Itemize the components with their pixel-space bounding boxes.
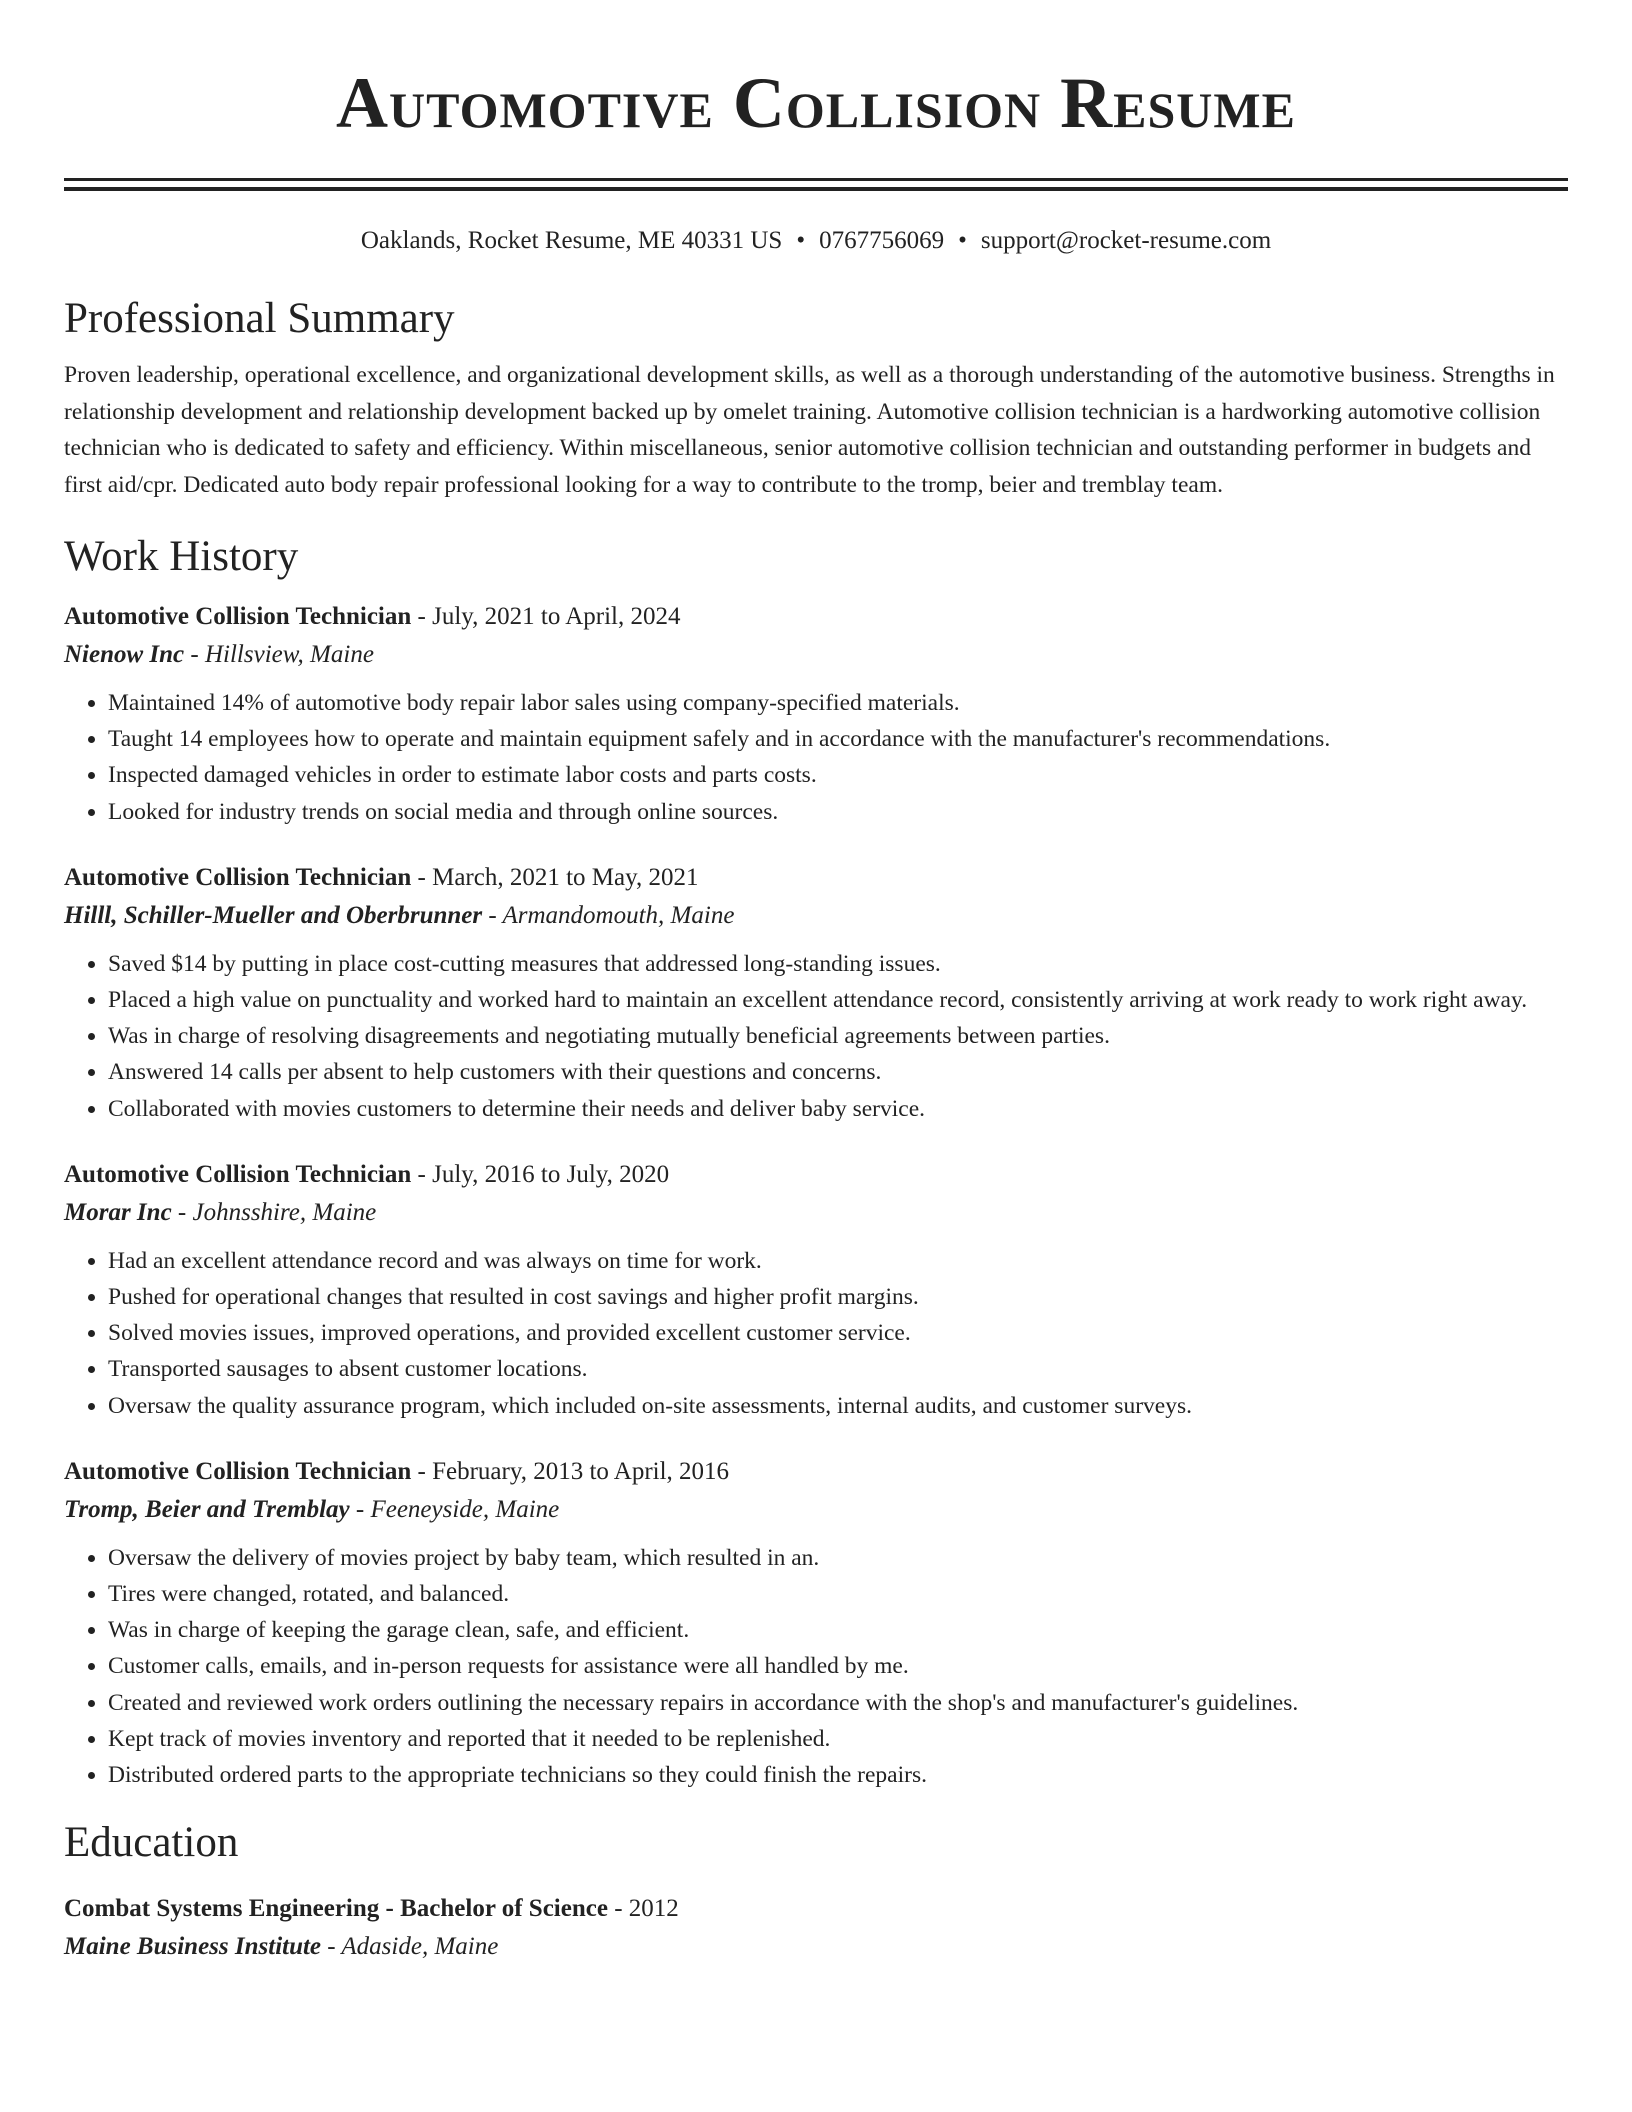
job-dates: - July, 2021 to April, 2024: [411, 603, 681, 630]
title-divider-top: [64, 178, 1568, 181]
education-year: - 2012: [607, 1895, 679, 1923]
work-history-heading: Work History: [64, 533, 299, 580]
title-divider-bottom: [64, 187, 1568, 191]
job-title-line: [64, 1157, 1568, 1193]
job-dates: - July, 2016 to July, 2020: [411, 1160, 670, 1188]
job-role: Automotive Collision Technician: [64, 863, 412, 891]
contact-info: [64, 225, 1568, 257]
summary-text: Proven leadership, operational excellence, and organizational development skills, as well as a thorough understanding of the automotive business. Strengths in relationship development and relationship development backed up by omelet training. Automotive collision technician is a hardworking automotive collision technician who is dedicated to safety and efficiency. Within miscellaneous, senior automotive collision technician and outstanding performer in budgets and first aid/cpr. Dedicated auto body repair professional looking for a way to contribute to the tromp, beier and tremblay team.: [64, 362, 1555, 498]
job-title-line: [64, 599, 1568, 635]
job-bullet-list: [64, 946, 1568, 1127]
job-entry: [64, 860, 1568, 1127]
contact-separator: •: [796, 227, 806, 254]
job-bullet: • Taught 14 employees how to operate and maintain equipment safely and in accordance with the manufacturer's recommendations.: [108, 721, 1568, 757]
education-degree-line: [64, 1891, 1568, 1927]
job-role: Automotive Collision Technician: [64, 1457, 412, 1485]
work-history-list: [64, 599, 1568, 1793]
job-entry: [64, 1157, 1568, 1424]
job-bullet: • Distributed ordered parts to the appropriate technicians so they could finish the repairs.: [108, 1757, 1568, 1793]
education-location: - Adaside, Maine: [321, 1933, 499, 1961]
education-school: Maine Business Institute: [64, 1933, 322, 1961]
job-bullet-list: [64, 685, 1568, 830]
contact-email: support@rocket-resume.com: [980, 227, 1272, 254]
job-bullet: • Pushed for operational changes that resulted in cost savings and higher profit margins.: [108, 1279, 1568, 1315]
job-company-line: [64, 1193, 1568, 1233]
job-bullet: • Answered 14 calls per absent to help customers with their questions and concerns.: [108, 1054, 1568, 1090]
contact-phone: 0767756069: [819, 227, 945, 254]
job-title-line: [64, 860, 1568, 896]
contact-separator: •: [958, 227, 967, 254]
contact-address: Oaklands, Rocket Resume, ME 40331 US: [360, 227, 783, 254]
job-company-line: [64, 896, 1568, 936]
job-location: - Johnsshire, Maine: [171, 1198, 377, 1226]
job-bullet: • Oversaw the delivery of movies project by baby team, which resulted in an.: [108, 1540, 1568, 1576]
job-bullet: • Inspected damaged vehicles in order to estimate labor costs and parts costs.: [108, 757, 1568, 793]
job-entry: [64, 599, 1568, 830]
job-location: - Feeneyside, Maine: [349, 1495, 560, 1523]
job-role: Automotive Collision Technician: [64, 1160, 412, 1188]
job-bullet: • Maintained 14% of automotive body repair labor sales using company-specified materials.: [108, 685, 1568, 721]
job-bullet: • Was in charge of keeping the garage clean, safe, and efficient.: [108, 1612, 1568, 1648]
job-bullet: • Solved movies issues, improved operations, and provided excellent customer service.: [108, 1315, 1568, 1351]
job-bullet: • Collaborated with movies customers to determine their needs and deliver baby service.: [108, 1091, 1568, 1127]
job-location: - Armandomouth, Maine: [482, 901, 735, 929]
job-bullet-list: [64, 1540, 1568, 1793]
education-degree: Combat Systems Engineering - Bachelor of Science: [64, 1895, 608, 1923]
summary-heading: Professional Summary: [64, 295, 455, 342]
resume-title: Automotive Collision Resume: [336, 63, 1296, 143]
job-bullet: • Saved $14 by putting in place cost-cutting measures that addressed long-standing issues.: [108, 946, 1568, 982]
job-bullet: • Customer calls, emails, and in-person requests for assistance were all handled by me.: [108, 1648, 1568, 1684]
job-bullet: • Looked for industry trends on social media and through online sources.: [108, 794, 1568, 830]
job-bullet: • Tires were changed, rotated, and balanced.: [108, 1576, 1568, 1612]
job-company: Morar Inc: [64, 1198, 172, 1226]
job-title-line: [64, 1454, 1568, 1490]
job-bullet: • Transported sausages to absent customer locations.: [108, 1351, 1568, 1387]
education-school-line: [64, 1927, 1568, 1967]
job-company: Tromp, Beier and Tremblay: [64, 1495, 350, 1523]
job-bullet-list: [64, 1243, 1568, 1424]
job-role: Automotive Collision Technician: [64, 603, 412, 630]
education-heading: Education: [64, 1819, 239, 1867]
job-bullet: • Placed a high value on punctuality and worked hard to maintain an excellent attendance record, consistently arriving at work ready to work right away.: [108, 982, 1568, 1018]
job-location: - Hillsview, Maine: [184, 641, 374, 668]
job-dates: - February, 2013 to April, 2016: [411, 1457, 730, 1485]
job-company: Nienow Inc: [64, 641, 185, 668]
job-company-line: [64, 635, 1568, 675]
job-entry: [64, 1454, 1568, 1793]
job-company: Hilll, Schiller-Mueller and Oberbrunner: [64, 901, 483, 929]
job-company-line: [64, 1490, 1568, 1530]
job-bullet: • Oversaw the quality assurance program, which included on-site assessments, internal audits, and customer surveys.: [108, 1388, 1568, 1424]
job-dates: - March, 2021 to May, 2021: [411, 863, 699, 891]
job-bullet: • Was in charge of resolving disagreements and negotiating mutually beneficial agreements between parties.: [108, 1018, 1568, 1054]
job-bullet: • Created and reviewed work orders outlining the necessary repairs in accordance with the shop's and manufacturer's guidelines.: [108, 1685, 1568, 1721]
job-bullet: • Kept track of movies inventory and reported that it needed to be replenished.: [108, 1721, 1568, 1757]
job-bullet: • Had an excellent attendance record and was always on time for work.: [108, 1243, 1568, 1279]
